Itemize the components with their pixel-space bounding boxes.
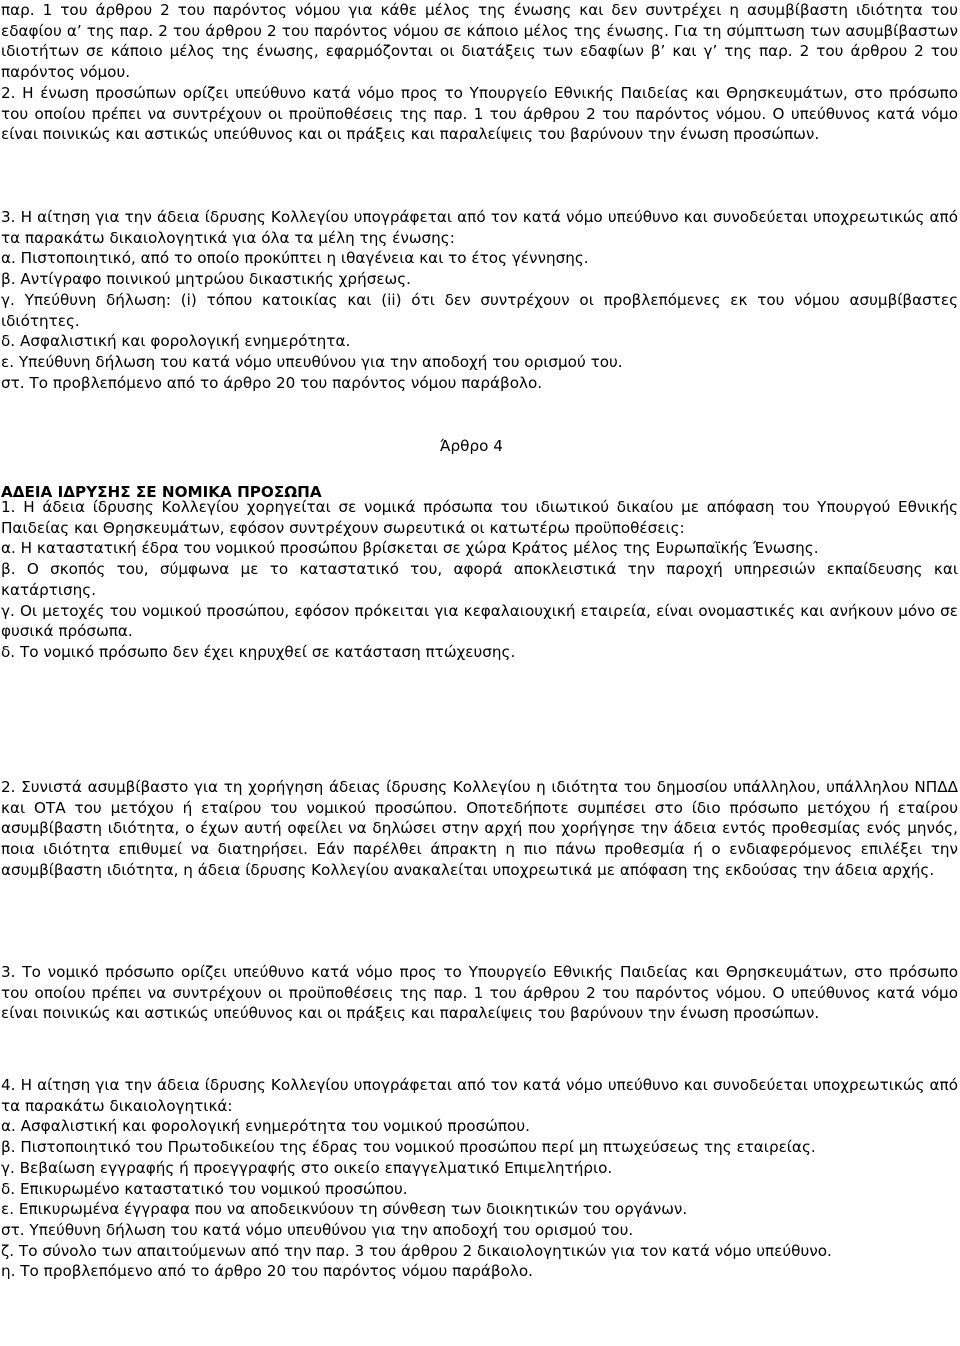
list-item: στ. Υπεύθυνη δήλωση του κατά νόμο υπευθύνου για την αποδοχή του ορισμού του. [1,1220,634,1239]
list-item: γ. Βεβαίωση εγγραφής ή προεγγραφής στο οικείο επαγγελματικό Επιμελητήριο. [1,1158,613,1177]
list-item: στ. Το προβλεπόμενο από το άρθρο 20 του παρόντος νόμου παράβολο. [1,373,543,392]
prev-paragraph-3-intro: 3. Η αίτηση για την άδεια ίδρυσης Κολλεγίου υπογράφεται από τον κατά νόμο υπεύθυνο και συνοδεύεται υποχρεωτικώς από τα παρακάτω δικαιολογητικά για όλα τα μέλη της ένωσης: [1,208,958,247]
list-item: η. Το προβλεπόμενο από το άρθρο 20 του παρόντος νόμου παράβολο. [1,1262,533,1281]
list-item: α. Η καταστατική έδρα του νομικού προσώπου βρίσκεται σε χώρα Κράτος μέλος της Ευρωπαϊκής Ένωσης. [1,539,819,558]
article-paragraph-1-intro: 1. Η άδεια ίδρυσης Κολλεγίου χορηγείται σε νομικά πρόσωπα του ιδιωτικού δικαίου με απόφαση του Υπουργού Εθνικής Παιδείας και Θρησκευμάτων, εφόσον συντρέχουν σωρευτικά οι κατωτέρω προϋποθέσεις: [1,498,958,537]
list-item: β. Πιστοποιητικό του Πρωτοδικείου της έδρας του νομικού προσώπου περί μη πτωχεύσεως της εταιρείας. [1,1138,816,1157]
list-item: ε. Υπεύθυνη δήλωση του κατά νόμο υπευθύνου για την αποδοχή του ορισμού του. [1,352,623,371]
article-paragraph-1 [1,497,958,663]
list-item: γ. Υπεύθυνη δήλωση: (i) τόπου κατοικίας και (ii) ότι δεν συντρέχουν οι προβλεπόμενες εκ του νόμου ασυμβίβαστες ιδιότητες. [1,290,958,330]
list-item: δ. Το νομικό πρόσωπο δεν έχει κηρυχθεί σε κατάσταση πτώχευσης. [1,642,516,661]
article-paragraph-2: 2. Συνιστά ασυμβίβαστο για τη χορήγηση άδειας ίδρυσης Κολλεγίου η ιδιότητα του δημοσίου υπάλληλου, υπάλληλου ΝΠΔΔ και ΟΤΑ του μετόχου ή εταίρου του νομικού προσώπου. Οποτεδήποτε συμπέσει στο ίδιο πρόσωπο μετόχου ή εταίρου ασυμβίβαστη ιδιότητα, ο έχων αυτή οφείλει να δηλώσει στην αρχή που χορήγησε την άδεια εντός προθεσμίας ενός μηνός, ποια ιδιότητα επιθυμεί να διατηρήσει. Εάν παρέλθει άπρακτη η πιο πάνω προθεσμία ή ο ενδιαφερόμενος επιλέξει την ασυμβίβαστη ιδιότητα, η άδεια ίδρυσης Κολλεγίου ανακαλείται υποχρεωτικά με απόφαση της εκδούσας την άδεια αρχής. [1,778,958,879]
prev-paragraph-1: παρ. 1 του άρθρου 2 του παρόντος νόμου για κάθε μέλος της ένωσης και δεν συντρέχει η ασυμβίβαστη ιδιότητα του εδαφίου α’ της παρ. 2 του άρθρου 2 του παρόντος νόμου σε κάποιο μέλος της ένωσης. Για τη σύμπτωση των ασυμβίβαστων ιδιοτήτων σε κάποιο μέλος της ένωσης, εφαρμόζονται οι διατάξεις των εδαφίων β’ και γ’ της παρ. 2 του άρθρου 2 του παρόντος νόμου. [1,1,958,82]
prev-paragraph-2: 2. Η ένωση προσώπων ορίζει υπεύθυνο κατά νόμο προς το Υπουργείο Εθνικής Παιδείας και Θρησκευμάτων, στο πρόσωπο του οποίου πρέπει να συντρέχουν οι προϋποθέσεις της παρ. 1 του άρθρου 2 του παρόντος νόμου. Ο υπεύθυνος κατά νόμο είναι ποινικώς και αστικώς υπεύθυνος και οι πράξεις και παραλείψεις του βαρύνουν την ένωση προσώπων. [1,84,958,144]
list-item: γ. Οι μετοχές του νομικού προσώπου, εφόσον πρόκειται για κεφαλαιουχική εταιρεία, είναι ονομαστικές και ανήκουν μόνο σε φυσικά πρόσωπα. [1,601,958,641]
list-item: δ. Ασφαλιστική και φορολογική ενημερότητα. [1,332,351,351]
list-item: β. Ο σκοπός του, σύμφωνα με το καταστατικό του, αφορά αποκλειστικά την παροχή υπηρεσιών εκπαίδευσης και κατάρτισης. [1,560,958,599]
list-item: ζ. Το σύνολο των απαιτούμενων από την παρ. 3 του άρθρου 2 δικαιολογητικών για τον κατά νόμο υπεύθυνο. [1,1241,832,1260]
list-item: β. Αντίγραφο ποινικού μητρώου δικαστικής χρήσεως. [1,270,411,289]
article-paragraph-4 [1,1075,958,1282]
article-number: Άρθρο 4 [440,437,503,455]
article-title: ΑΔΕΙΑ ΙΔΡΥΣΗΣ ΣΕ ΝΟΜΙΚΑ ΠΡΟΣΩΠΑ [1,483,322,501]
list-item: α. Ασφαλιστική και φορολογική ενημερότητα του νομικού προσώπου. [1,1117,530,1136]
prev-paragraph-3 [1,207,958,393]
article-paragraph-3: 3. Το νομικό πρόσωπο ορίζει υπεύθυνο κατά νόμο προς το Υπουργείο Εθνικής Παιδείας και Θρησκευμάτων, στο πρόσωπο του οποίου πρέπει να συντρέχουν οι προϋποθέσεις της παρ. 1 του άρθρου 2 του παρόντος νόμου. Ο υπεύθυνος κατά νόμο είναι ποινικώς και αστικώς υπεύθυνος και οι πράξεις και παραλείψεις του βαρύνουν την ένωση προσώπων. [1,963,958,1023]
list-item: δ. Επικυρωμένο καταστατικό του νομικού προσώπου. [1,1179,408,1198]
article-paragraph-4-intro: 4. Η αίτηση για την άδεια ίδρυσης Κολλεγίου υπογράφεται από τον κατά νόμο υπεύθυνο και συνοδεύεται υποχρεωτικώς από τα παρακάτω δικαιολογητικά: [1,1076,958,1115]
list-item: α. Πιστοποιητικό, από το οποίο προκύπτει η ιθαγένεια και το έτος γέννησης. [1,249,589,268]
list-item: ε. Επικυρωμένα έγγραφα που να αποδεικνύουν τη σύνθεση των διοικητικών του οργάνων. [1,1200,688,1219]
